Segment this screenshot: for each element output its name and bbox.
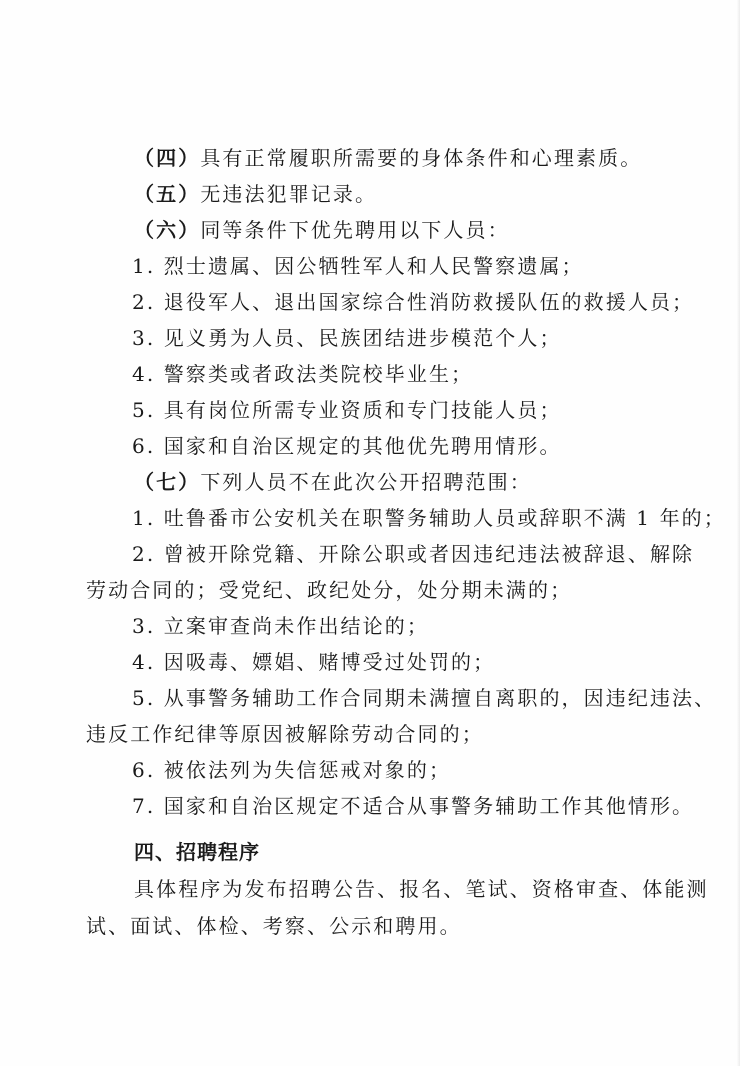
clause-4 [134,145,714,171]
priority-item-4: 4. 警察类或者政法类院校毕业生； [132,362,474,386]
priority-item-5: 5. 具有岗位所需专业资质和专门技能人员； [132,398,562,422]
clause-label: （七） [134,470,201,494]
section-heading-recruitment-procedure: 四、招聘程序 [134,840,260,864]
exclusion-item-1: 1. 吐鲁番市公安机关在职警务辅助人员或辞职不满 1 年的； [132,506,726,530]
clause-6 [134,217,714,243]
priority-item-6: 6. 国家和自治区规定的其他优先聘用情形。 [132,434,562,458]
exclusion-item-4: 4. 因吸毒、嫖娼、赌博受过处罚的； [132,650,496,674]
clause-text: 具有正常履职所需要的身体条件和心理素质。 [200,146,643,170]
procedure-paragraph-cont: 试、面试、体检、考察、公示和聘用。 [86,914,462,938]
exclusion-item-2-cont: 劳动合同的；受党纪、政纪处分，处分期未满的； [86,578,573,602]
clause-7 [134,469,714,495]
clause-text: 下列人员不在此次公开招聘范围： [200,470,532,494]
priority-item-3: 3. 见义勇为人员、民族团结进步模范个人； [132,326,562,350]
exclusion-item-2: 2. 曾被开除党籍、开除公职或者因违纪违法被辞退、解除 [132,542,695,566]
exclusion-item-3: 3. 立案审查尚未作出结论的； [132,614,429,638]
procedure-paragraph: 具体程序为发布招聘公告、报名、笔试、资格审查、体能测 [134,877,709,901]
clause-label: （六） [134,218,201,242]
clause-label: （四） [134,146,201,170]
priority-item-1: 1. 烈士遗属、因公牺牲军人和人民警察遗属； [132,254,584,278]
clause-text: 无违法犯罪记录。 [200,182,378,206]
clause-5 [134,181,714,207]
priority-item-2: 2. 退役军人、退出国家综合性消防救援队伍的救援人员； [132,290,695,314]
exclusion-item-5: 5. 从事警务辅助工作合同期未满擅自离职的，因违纪违法、 [132,686,717,710]
clause-label: （五） [134,182,201,206]
exclusion-item-7: 7. 国家和自治区规定不适合从事警务辅助工作其他情形。 [132,794,695,818]
exclusion-item-5-cont: 违反工作纪律等原因被解除劳动合同的； [86,722,484,746]
exclusion-item-6: 6. 被依法列为失信惩戒对象的； [132,758,452,782]
clause-text: 同等条件下优先聘用以下人员： [200,218,510,242]
